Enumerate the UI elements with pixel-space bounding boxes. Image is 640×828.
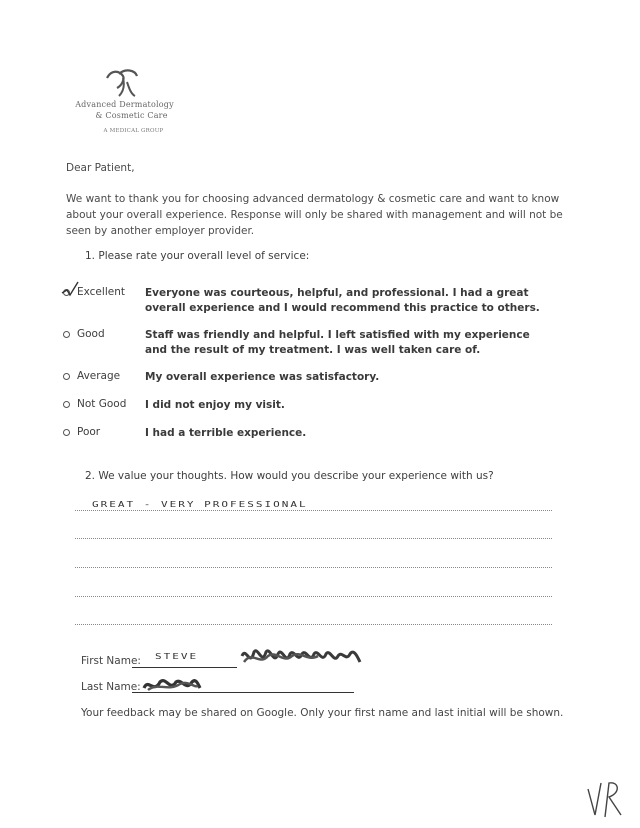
- logo-tagline: A MEDICAL GROUP: [103, 128, 164, 134]
- first-name-field[interactable]: [132, 667, 237, 668]
- option-description: I did not enjoy my visit.: [145, 399, 285, 411]
- intro-paragraph: We want to thank you for choosing advanced dermatology & cosmetic care and want to know about your overall experience. Response will only be shared with management and will not be seen by another employer provider.: [66, 193, 563, 237]
- option-description: Staff was friendly and helpful. I left satisfied with my experience and the result of my treatment. I was well taken care of.: [145, 329, 530, 356]
- handwritten-initials-icon: [585, 777, 625, 821]
- radio-not-good[interactable]: [63, 401, 70, 408]
- option-description: I had a terrible experience.: [145, 427, 307, 439]
- radio-good[interactable]: [63, 331, 70, 338]
- redaction-scribble-icon: [140, 674, 202, 696]
- option-description: Everyone was courteous, helpful, and professional. I had a great overall experience and I would recommend this practice to others.: [145, 287, 540, 314]
- last-name-label: Last Name:: [81, 681, 141, 693]
- question-1: 1. Please rate your overall level of service:: [85, 250, 310, 262]
- answer-line[interactable]: [75, 624, 552, 625]
- logo-mark-icon: [99, 68, 143, 98]
- greeting: Dear Patient,: [66, 162, 135, 174]
- option-label: Not Good: [77, 398, 127, 410]
- first-name-label: First Name:: [81, 655, 141, 667]
- google-sharing-note: Your feedback may be shared on Google. Only your first name and last initial will be shown.: [81, 707, 564, 719]
- radio-average[interactable]: [63, 373, 70, 380]
- option-label: Average: [77, 370, 121, 382]
- answer-line[interactable]: [75, 596, 552, 597]
- option-label: Good: [77, 328, 105, 340]
- answer-line[interactable]: [75, 567, 552, 568]
- logo-name-line2: & Cosmetic Care: [95, 111, 168, 120]
- redaction-scribble-icon: [238, 644, 362, 670]
- option-label: Excellent: [77, 286, 125, 298]
- answer-line[interactable]: [75, 538, 552, 539]
- first-name-value: STEVE: [155, 651, 199, 661]
- option-label: Poor: [77, 426, 101, 438]
- practice-logo: [62, 68, 187, 146]
- question-2: 2. We value your thoughts. How would you describe your experience with us?: [85, 470, 494, 482]
- answer-line[interactable]: [75, 510, 552, 511]
- logo-name-line1: Advanced Dermatology: [75, 100, 174, 109]
- option-description: My overall experience was satisfactory.: [145, 371, 380, 383]
- radio-poor[interactable]: [63, 429, 70, 436]
- handwritten-answer: GREAT - VERY PROFESSIONAL: [92, 499, 308, 509]
